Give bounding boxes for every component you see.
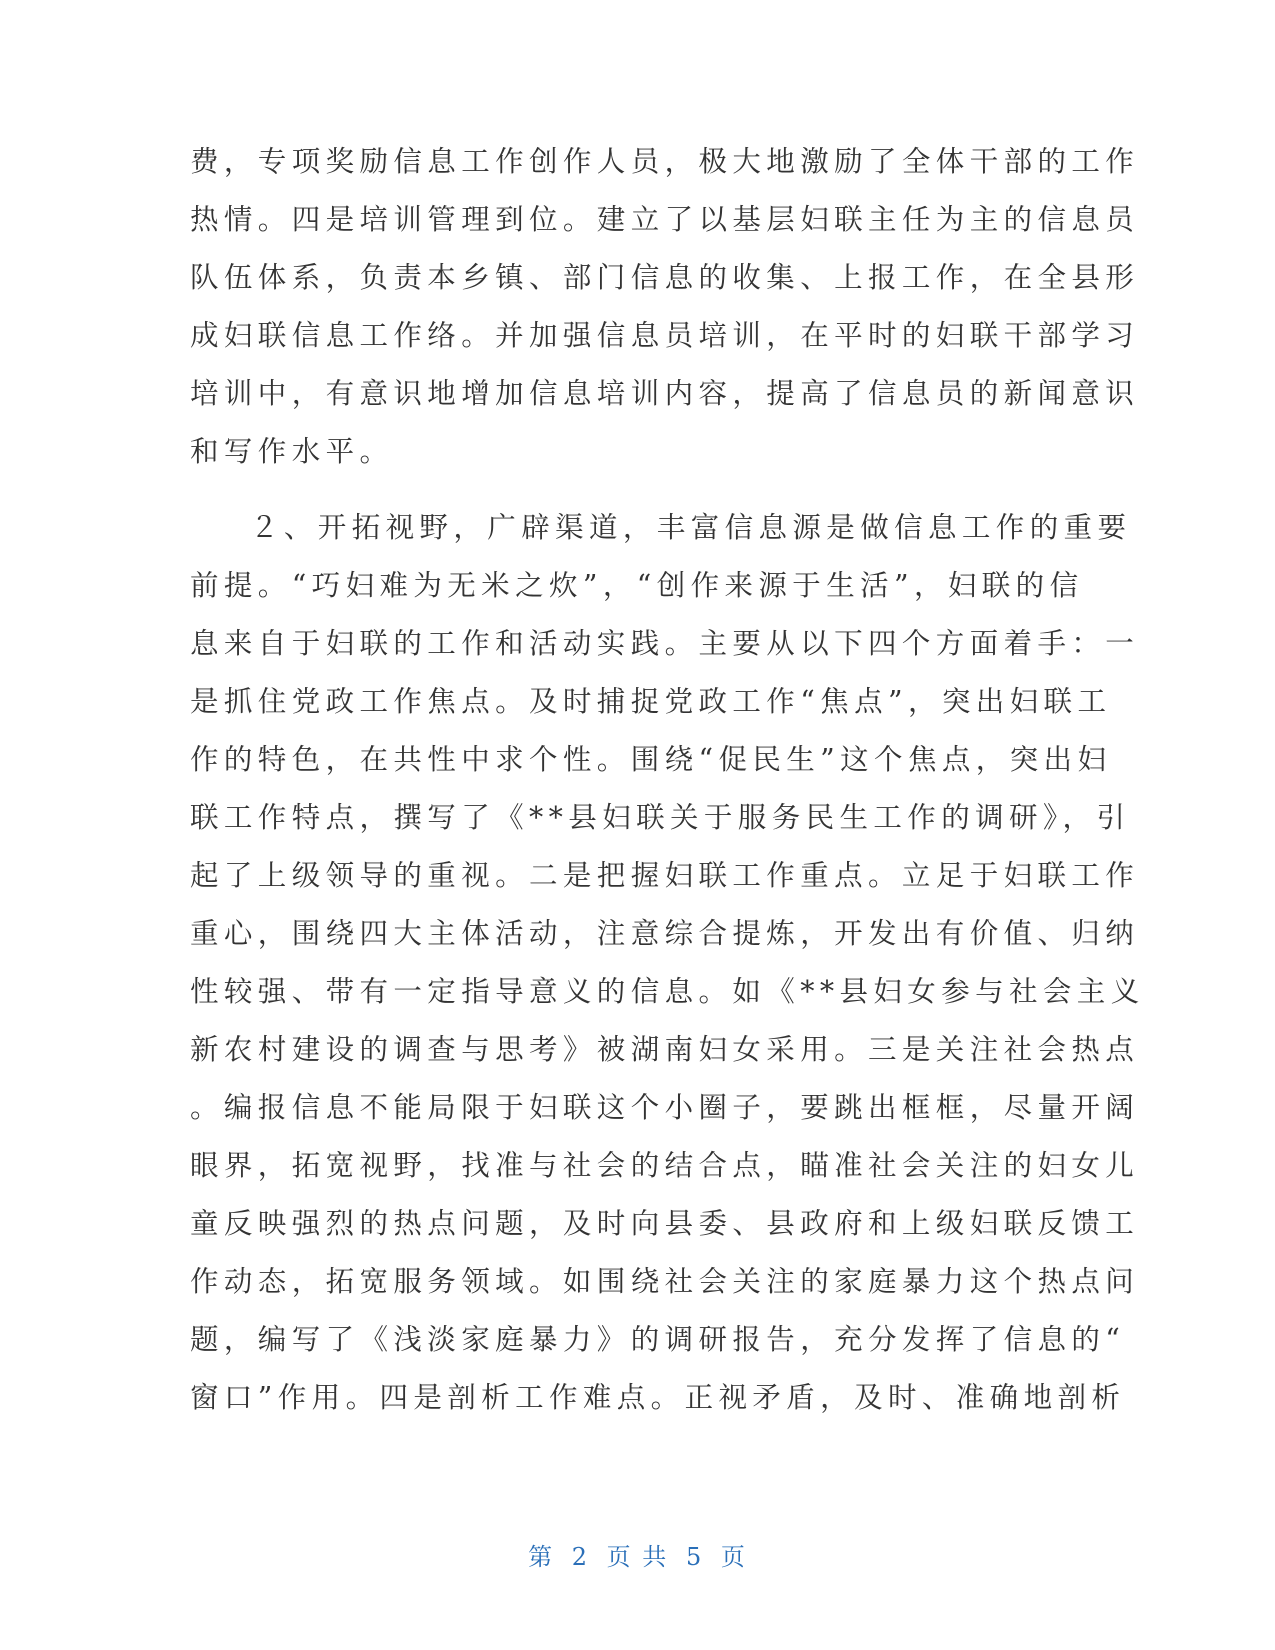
text-line: 队伍体系，负责本乡镇、部门信息的收集、上报工作，在全县形 xyxy=(190,261,1140,294)
total-pages-number: 5 xyxy=(685,1543,704,1571)
text-line: 童反映强烈的热点问题，及时向县委、县政府和上级妇联反馈工 xyxy=(190,1207,1140,1240)
text-line: ２、开拓视野，广辟渠道，丰富信息源是做信息工作的重要 xyxy=(250,511,1132,544)
text-line: 重心，围绕四大主体活动，注意综合提炼，开发出有价值、归纳 xyxy=(190,917,1140,950)
footer-middle: 页 共 xyxy=(606,1543,669,1571)
text-line: 培训中，有意识地增加信息培训内容，提高了信息员的新闻意识 xyxy=(190,377,1140,410)
text-line: 新农村建设的调查与思考》被湖南妇女采用。三是关注社会热点 xyxy=(190,1033,1140,1066)
text-line: 前提。“巧妇难为无米之炊”，“创作来源于生活”，妇联的信 xyxy=(190,569,1084,602)
text-line: 联工作特点，撰写了《**县妇联关于服务民生工作的调研》，引 xyxy=(190,801,1131,834)
footer-suffix: 页 xyxy=(720,1543,747,1571)
text-line: 是抓住党政工作焦点。及时捕捉党政工作“焦点”，突出妇联工 xyxy=(190,685,1112,718)
footer-prefix: 第 xyxy=(528,1543,555,1571)
text-line: 息来自于妇联的工作和活动实践。主要从以下四个方面着手：一 xyxy=(190,627,1140,660)
page-footer xyxy=(0,1537,1275,1572)
text-line: 性较强、带有一定指导意义的信息。如《**县妇女参与社会主义 xyxy=(190,975,1145,1008)
text-line: 和写作水平。 xyxy=(190,435,394,468)
text-line: 作动态，拓宽服务领域。如围绕社会关注的家庭暴力这个热点问 xyxy=(190,1265,1140,1298)
text-line: 费，专项奖励信息工作创作人员，极大地激励了全体干部的工作 xyxy=(190,145,1140,178)
text-line: 窗口”作用。四是剖析工作难点。正视矛盾，及时、准确地剖析 xyxy=(190,1381,1126,1414)
text-line: 题，编写了《浅淡家庭暴力》的调研报告，充分发挥了信息的“ xyxy=(190,1323,1126,1356)
text-line: 眼界，拓宽视野，找准与社会的结合点，瞄准社会关注的妇女儿 xyxy=(190,1149,1140,1182)
text-line: 热情。四是培训管理到位。建立了以基层妇联主任为主的信息员 xyxy=(190,203,1140,236)
text-line: 成妇联信息工作络。并加强信息员培训，在平时的妇联干部学习 xyxy=(190,319,1140,352)
text-line: 作的特色，在共性中求个性。围绕“促民生”这个焦点，突出妇 xyxy=(190,743,1112,776)
text-line: 。编报信息不能局限于妇联这个小圈子，要跳出框框，尽量开阔 xyxy=(190,1091,1140,1124)
text-line: 起了上级领导的重视。二是把握妇联工作重点。立足于妇联工作 xyxy=(190,859,1140,892)
current-page-number: 2 xyxy=(571,1543,590,1571)
